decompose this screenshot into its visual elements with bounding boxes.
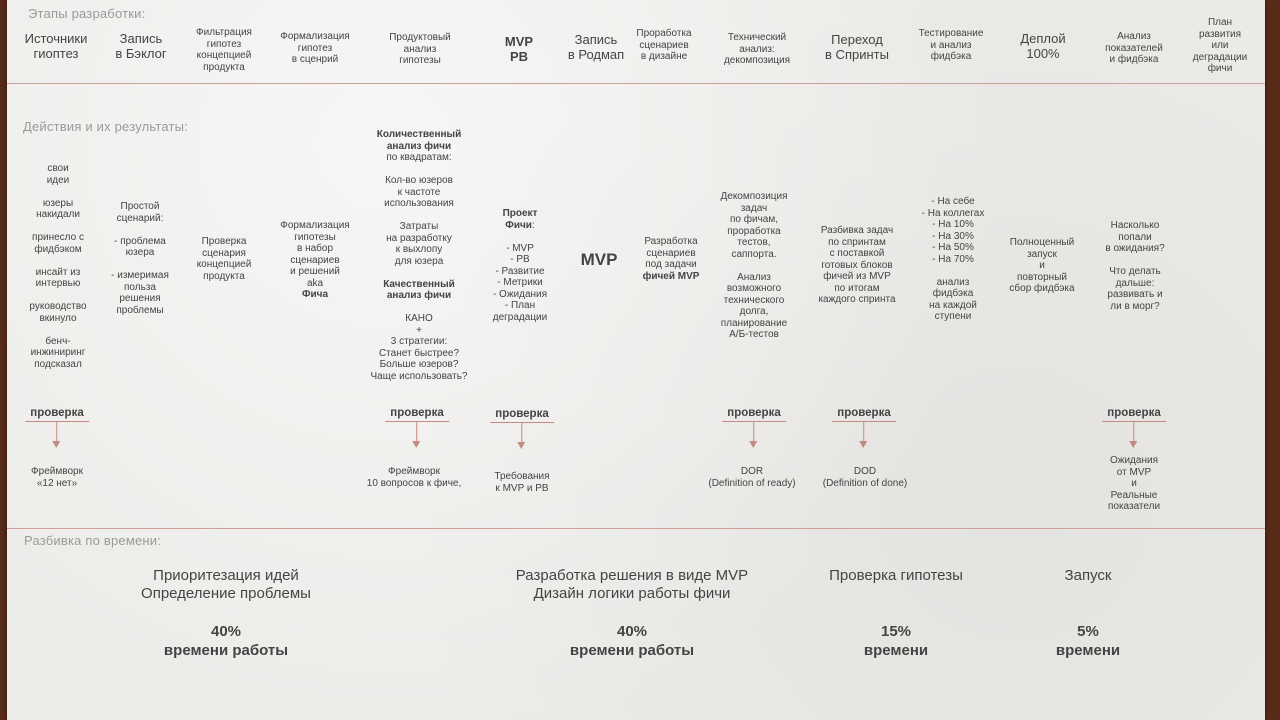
phase-development: Разработка решения в виде MVP Дизайн логики работы фичи: [515, 567, 749, 602]
stage-backlog: Запись в Бэклог: [115, 31, 167, 61]
stage-filter: Фильтрация гипотез концепцией продукта: [196, 27, 252, 73]
section-title-stages: Этапы разработки:: [28, 6, 146, 21]
action-filter: Проверка сценария концепцией продукта: [196, 236, 252, 282]
check-result-mvp: Требования к MVP и PB: [494, 471, 550, 494]
stage-design: Проработка сценариев в дизайне: [636, 28, 692, 62]
check-result-sources: Фреймворк «12 нет»: [31, 466, 83, 489]
check-result-sprints: DOD (Definition of done): [822, 466, 908, 489]
arrow-down-icon: [57, 422, 58, 446]
qual-analysis-body: КАНО + 3 стратегии: Станет быстрее? Больше юзеров? Чаще использовать?: [370, 313, 468, 382]
action-design-bold: фичей MVP: [642, 270, 700, 282]
check-result-product-analysis: Фреймворк 10 вопросов к фиче,: [366, 466, 462, 489]
action-deploy: Полноценный запуск и повторный сбор фидбэка: [1009, 237, 1075, 294]
stage-sprints: Переход в Спринты: [825, 32, 889, 62]
check-label: проверка: [727, 407, 781, 419]
divider-stages: [7, 83, 1265, 84]
arrow-down-icon: [522, 423, 523, 447]
phase-validation-share: 15% времени: [863, 623, 929, 659]
check-result-analysis: Ожидания от MVP и Реальные показатели: [1107, 455, 1161, 512]
phase-launch-share: 5% времени: [1055, 623, 1121, 659]
action-backlog: Простой сценарий: - проблема юзера - измеримая польза решения проблемы: [111, 201, 169, 316]
action-analysis: Насколько попали в ожидания? Что делать дальше: развивать и ли в морг?: [1105, 220, 1165, 312]
check-sources: [28, 407, 86, 446]
stage-testing: Тестирование и анализ фидбэка: [918, 28, 984, 62]
section-title-actions: Действия и их результаты:: [23, 119, 189, 134]
check-product-analysis: [388, 407, 446, 446]
phase-prioritization-share: 40% времени работы: [163, 623, 289, 659]
action-testing: - На себе - На коллегах - На 10% - На 30% - На 50% - На 70% анализ фидбэка на каждой ступени: [921, 196, 985, 322]
check-label: проверка: [30, 407, 84, 419]
check-result-tech-analysis: DOR (Definition of ready): [708, 466, 796, 489]
action-formalize-text: Формализация гипотезы в набор сценариев и решений aka: [280, 220, 350, 289]
project-title: Проект Фичи: [502, 208, 538, 231]
check-label: проверка: [837, 407, 891, 419]
quant-analysis-body: по квадратам: Кол-во юзеров к частоте использования Затраты на разработку к выхлопу для юзера: [384, 152, 454, 267]
stage-plan: План развития или деградации фичи: [1192, 17, 1248, 74]
arrow-down-icon: [1134, 422, 1135, 446]
stage-roadmap: Запись в Родмап: [567, 32, 625, 62]
action-design-text: Разработка сценариев под задачи: [644, 236, 698, 270]
action-formalize: [280, 220, 349, 301]
stage-mvp-pb: MVP PB: [504, 34, 534, 64]
divider-time: [7, 528, 1265, 529]
stage-tech-analysis: Технический анализ: декомпозиция: [723, 32, 791, 66]
action-mvp-project: [493, 208, 547, 323]
stage-formalize: Формализация гипотез в сценрий: [280, 31, 350, 65]
stage-deploy: Деплой 100%: [1020, 31, 1066, 61]
action-decomposition: Декомпозиция задач по фичам, проработка тестов, саппорта. Анализ возможного технического долга, планирование А/Б-тестов: [720, 191, 788, 340]
action-sprints: Разбивка задач по спринтам с поставкой готовых блоков фичей из MVP по итогам каждого спринта: [818, 225, 896, 305]
qual-analysis-title: Качественный анализ фичи: [383, 278, 455, 301]
check-label: проверка: [390, 407, 444, 419]
phase-prioritization: Приоритезация идей Определение проблемы: [141, 567, 311, 602]
action-sources: свои идеи юзеры накидали принесло с фидбэком инсайт из интервью руководство вкинуло бенч- инжиниринг подсказал: [29, 163, 87, 370]
check-mvp: [493, 408, 551, 447]
check-sprints: [835, 407, 893, 446]
check-analysis: [1105, 407, 1163, 446]
phase-development-share: 40% времени работы: [569, 623, 695, 659]
quant-analysis-title: Количественный анализ фичи: [376, 129, 462, 152]
action-design: [643, 236, 700, 282]
arrow-down-icon: [864, 422, 865, 446]
section-title-time: Разбивка по времени:: [24, 533, 162, 548]
check-label: проверка: [1107, 407, 1161, 419]
phase-validation: Проверка гипотезы: [829, 567, 963, 584]
arrow-down-icon: [754, 422, 755, 446]
arrow-down-icon: [417, 422, 418, 446]
phase-launch: Запуск: [1064, 567, 1112, 584]
action-product-analysis: [371, 129, 468, 382]
check-label: проверка: [495, 408, 549, 420]
check-tech-analysis: [725, 407, 783, 446]
stage-sources: Источники гиоптез: [24, 31, 88, 61]
stage-product-analysis: Продуктовый анализ гипотезы: [389, 32, 451, 66]
paper-board: [7, 0, 1265, 720]
stage-analysis: Анализ показателей и фидбэка: [1105, 31, 1163, 65]
action-mvp: MVP: [580, 250, 618, 269]
project-body: : - MVP - PB - Развитие - Метрики - Ожидания - План деградации: [492, 219, 548, 323]
action-formalize-bold: Фича: [301, 289, 329, 300]
